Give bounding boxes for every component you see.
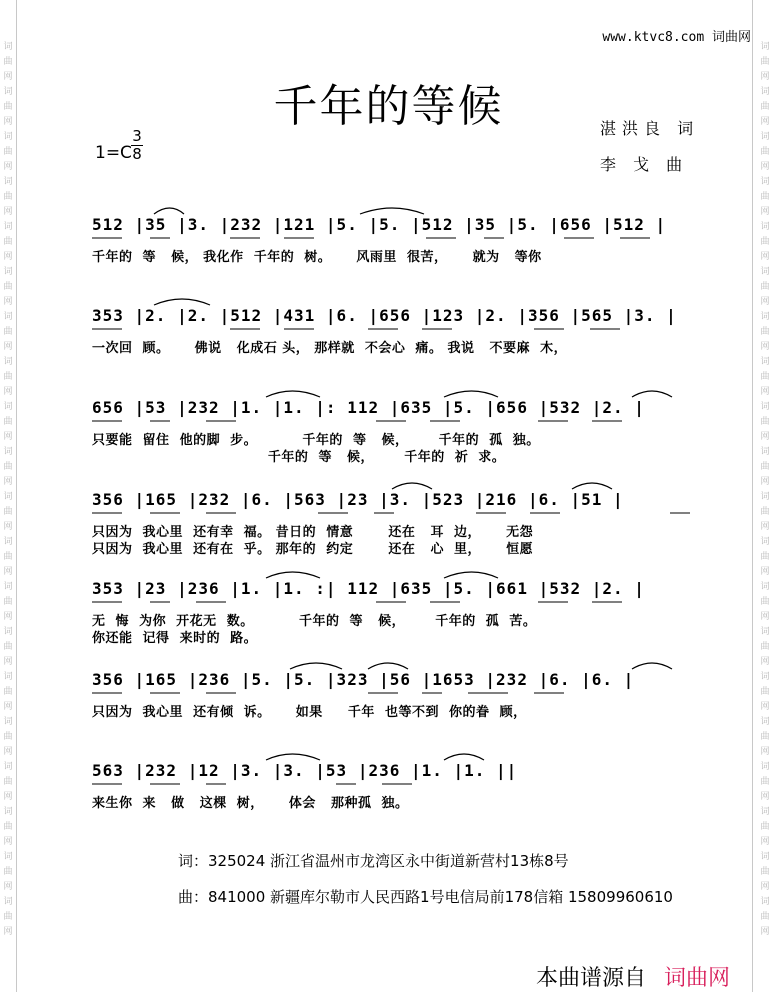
beam-underlines [92,691,698,695]
composer-credit: 李 戈 曲 [600,155,689,174]
site-header [602,26,751,45]
notes-line: 356 |165 |232 |6. |563 |23 |3. |523 |216 |6. |51 | [92,490,624,509]
source-brand-link[interactable]: 词曲网 [664,966,731,991]
source-credit [522,936,730,992]
beam-underlines [92,327,698,331]
notes-line: 563 |232 |12 |3. |3. |53 |236 |1. |1. || [92,761,518,780]
right-watermark: 词曲网词曲网词曲网词曲网词曲网词曲网词曲网词曲网词曲网词曲网词曲网词曲网词曲网词曲网词曲网词曲网词曲网词曲网词曲网词曲网 [760,42,770,937]
right-border [752,0,753,992]
time-signature-top: 3 [132,127,142,145]
lyricist-address: 词：325024 浙江省温州市龙湾区永中街道新营村13栋8号 [178,852,569,870]
beam-underlines [92,236,698,240]
time-signature [131,128,143,163]
lyric-line: 只因为 我心里 还有倾 诉。 如果 千年 也等不到 你的眷 顾， [92,705,527,720]
lyric-line: 无 悔 为你 开花无 数。 千年的 等 候， 千年的 孤 苦。 [92,614,537,629]
key-signature: 1=C [95,143,132,163]
composer-address: 曲：841000 新疆库尔勒市人民西路1号电信局前178信箱 15809960610 [178,888,673,906]
lyricist-credit: 湛洪良 词 [600,119,700,138]
notes-line: 356 |165 |236 |5. |5. |323 |56 |1653 |232 |6. |6. | [92,670,635,689]
time-signature-bottom: 8 [132,145,142,163]
beam-underlines [92,511,698,515]
lyric-line: 千年的 等 候， 我化作 千年的 树。 风雨里 很苦， 就为 等你 [92,250,542,265]
lyric-line: 只要能 留住 他的脚 步。 千年的 等 候， 千年的 孤 独。 [92,433,540,448]
left-border [16,0,17,992]
notes-line: 353 |23 |236 |1. |1. :| 112 |635 |5. |661 |532 |2. | [92,579,645,598]
site-brand[interactable]: 词曲网 [711,30,751,45]
song-title: 千年的等候 [273,81,504,132]
lyric-line-second-verse: 你还能 记得 来时的 路。 [92,631,258,646]
beam-underlines [92,782,698,786]
lyric-line: 只因为 我心里 还有幸 福。 昔日的 情意 还在 耳 边， 无怨 [92,525,534,540]
lyric-line: 一次回 顾。 佛说 化成石 头， 那样就 不会心 痛。 我说 不要麻 木， [92,341,568,356]
beam-underlines [92,600,698,604]
site-url[interactable]: www.ktvc8.com [602,30,705,45]
notes-line: 512 |35 |3. |232 |121 |5. |5. |512 |35 |5. |656 |512 | [92,215,667,234]
lyric-line: 来生你 来 做 这棵 树， 体会 那种孤 独。 [92,796,409,811]
notes-line: 656 |53 |232 |1. |1. |: 112 |635 |5. |656 |532 |2. | [92,398,645,417]
left-watermark: 词曲网词曲网词曲网词曲网词曲网词曲网词曲网词曲网词曲网词曲网词曲网词曲网词曲网词曲网词曲网词曲网词曲网词曲网词曲网词曲网 [3,42,13,937]
lyric-line-second-verse: 千年的 等 候， 千年的 祈 求。 [92,450,506,465]
beam-underlines [92,419,698,423]
source-label: 本曲谱源自 [536,966,647,991]
lyric-line-second-verse: 只因为 我心里 还有在 乎。 那年的 约定 还在 心 里， 恒愿 [92,542,534,557]
notes-line: 353 |2. |2. |512 |431 |6. |656 |123 |2. |356 |565 |3. | [92,306,677,325]
